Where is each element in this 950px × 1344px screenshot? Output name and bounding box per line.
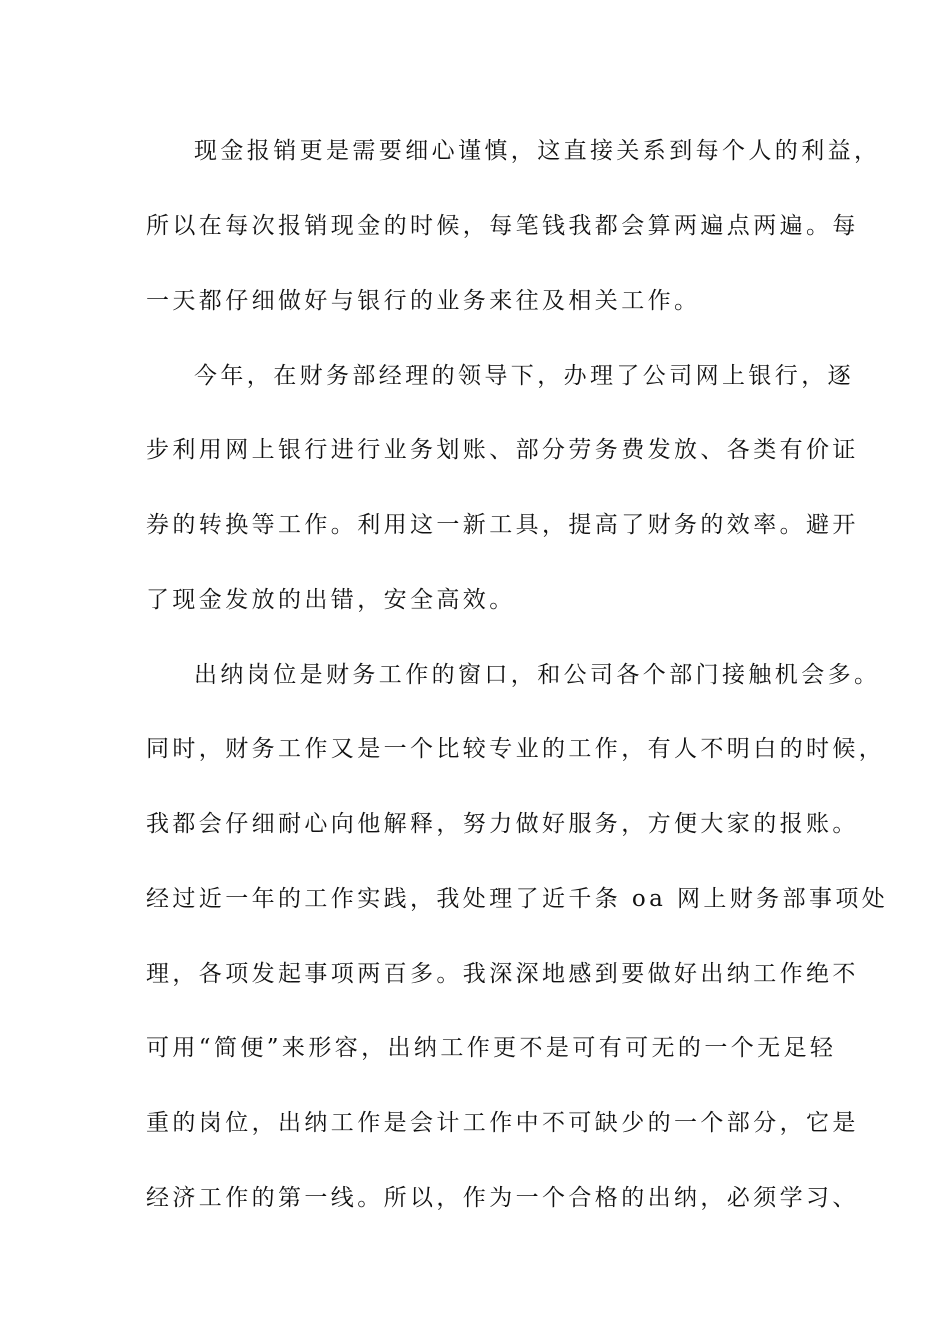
paragraph-2-line-3: 券的转换等工作。利用这一新工具，提高了财务的效率。避开 (146, 512, 859, 538)
paragraph-3-line-3: 我都会仔细耐心向他解释，努力做好服务，方便大家的报账。 (146, 811, 859, 837)
paragraph-2-line-4: 了现金发放的出错，安全高效。 (146, 587, 516, 613)
paragraph-1-line-3: 一天都仔细做好与银行的业务来往及相关工作。 (146, 288, 701, 314)
paragraph-3-line-1: 出纳岗位是财务工作的窗口，和公司各个部门接触机会多。 (194, 662, 881, 688)
paragraph-3-line-4: 经过近一年的工作实践，我处理了近千条 oa 网上财务部事项处 (146, 886, 889, 912)
paragraph-3-line-7: 重的岗位，出纳工作是会计工作中不可缺少的一个部分，它是 (146, 1110, 859, 1136)
paragraph-3-line-8: 经济工作的第一线。所以，作为一个合格的出纳，必须学习、 (146, 1185, 859, 1211)
paragraph-2-line-1: 今年，在财务部经理的领导下，办理了公司网上银行，逐 (194, 363, 854, 389)
paragraph-3-line-5: 理，各项发起事项两百多。我深深地感到要做好出纳工作绝不 (146, 961, 859, 987)
paragraph-1-line-2: 所以在每次报销现金的时候，每笔钱我都会算两遍点两遍。每 (146, 213, 859, 239)
paragraph-3-line-2: 同时，财务工作又是一个比较专业的工作，有人不明白的时候， (146, 736, 886, 762)
paragraph-3-line-6: 可用“简便”来形容，出纳工作更不是可有可无的一个无足轻 (146, 1035, 837, 1061)
paragraph-1-line-1: 现金报销更是需要细心谨慎，这直接关系到每个人的利益， (194, 138, 881, 164)
paragraph-2-line-2: 步利用网上银行进行业务划账、部分劳务费发放、各类有价证 (146, 437, 859, 463)
